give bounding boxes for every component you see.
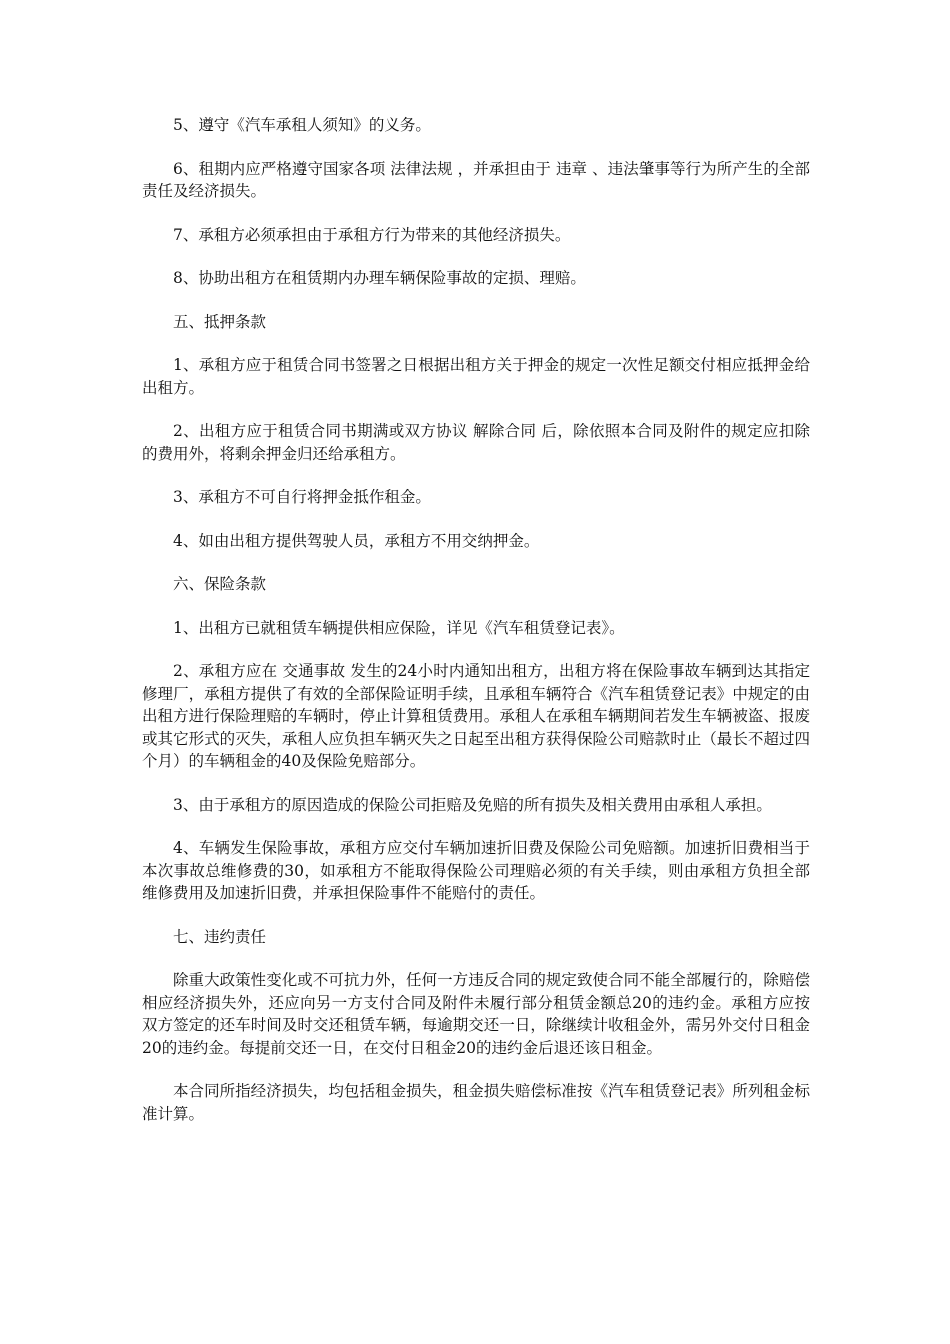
deposit-clause-2: 2、出租方应于租赁合同书期满或双方协议 解除合同 后，除依照本合同及附件的规定应扣除的费用外，将剩余押金归还给承租方。 <box>142 422 810 463</box>
insurance-clause-2: 2、承租方应在 交通事故 发生的24小时内通知出租方，出租方将在保险事故车辆到达其指定修理厂，承租方提供了有效的全部保险证明手续，且承租车辆符合《汽车租赁登记表》中规定的由出租方进行保险理赔的车辆时，停止计算租赁费用。承租人在承租车辆期间若发生车辆被盗、报废或其它形式的灭失，承租人应负担车辆灭失之日起至出租方获得保险公司赔款时止（最长不超过四个月）的车辆租金的40及保险免赔部分。 <box>142 662 810 770</box>
liability-clause-2: 本合同所指经济损失，均包括租金损失，租金损失赔偿标准按《汽车租赁登记表》所列租金标准计算。 <box>142 1082 810 1123</box>
clause-8-insurance-assist: 8、协助出租方在租赁期内办理车辆保险事故的定损、理赔。 <box>173 269 586 287</box>
document-body <box>142 114 810 1146</box>
section-heading-insurance: 六、保险条款 <box>173 575 267 593</box>
liability-clause-1: 除重大政策性变化或不可抗力外，任何一方违反合同的规定致使合同不能全部履行的，除赔偿相应经济损失外，还应向另一方支付合同及附件未履行部分租赁金额总20的违约金。承租方应按双方签定的还车时间及时交还租赁车辆，每逾期交还一日，除继续计收租金外，需另外交付日租金20的违约金。每提前交还一日，在交付日租金20的违约金后退还该日租金。 <box>142 971 810 1057</box>
insurance-clause-1: 1、出租方已就租赁车辆提供相应保险，详见《汽车租赁登记表》。 <box>173 618 625 637</box>
clause-7-other-losses: 7、承租方必须承担由于承租方行为带来的其他经济损失。 <box>173 225 571 244</box>
clause-6-obey-laws: 6、租期内应严格遵守国家各项 法律法规 ，并承担由于 违章 、违法肇事等行为所产生的全部责任及经济损失。 <box>142 159 810 200</box>
clause-5-comply-notice: 5、遵守《汽车承租人须知》的义务。 <box>173 116 431 134</box>
insurance-clause-4: 4、车辆发生保险事故，承租方应交付车辆加速折旧费及保险公司免赔额。加速折旧费相当于本次事故总维修费的30，如承租方不能取得保险公司理赔必须的有关手续，则由承租方负担全部维修费用及加速折旧费，并承担保险事件不能赔付的责任。 <box>142 839 810 902</box>
section-heading-liability: 七、违约责任 <box>173 927 267 946</box>
insurance-clause-3: 3、由于承租方的原因造成的保险公司拒赔及免赔的所有损失及相关费用由承租人承担。 <box>173 795 772 814</box>
section-heading-deposit: 五、抵押条款 <box>173 312 267 331</box>
deposit-clause-3: 3、承租方不可自行将押金抵作租金。 <box>173 488 431 506</box>
deposit-clause-4: 4、如由出租方提供驾驶人员，承租方不用交纳押金。 <box>173 531 540 550</box>
deposit-clause-1: 1、承租方应于租赁合同书签署之日根据出租方关于押金的规定一次性足额交付相应抵押金给出租方。 <box>142 356 810 397</box>
